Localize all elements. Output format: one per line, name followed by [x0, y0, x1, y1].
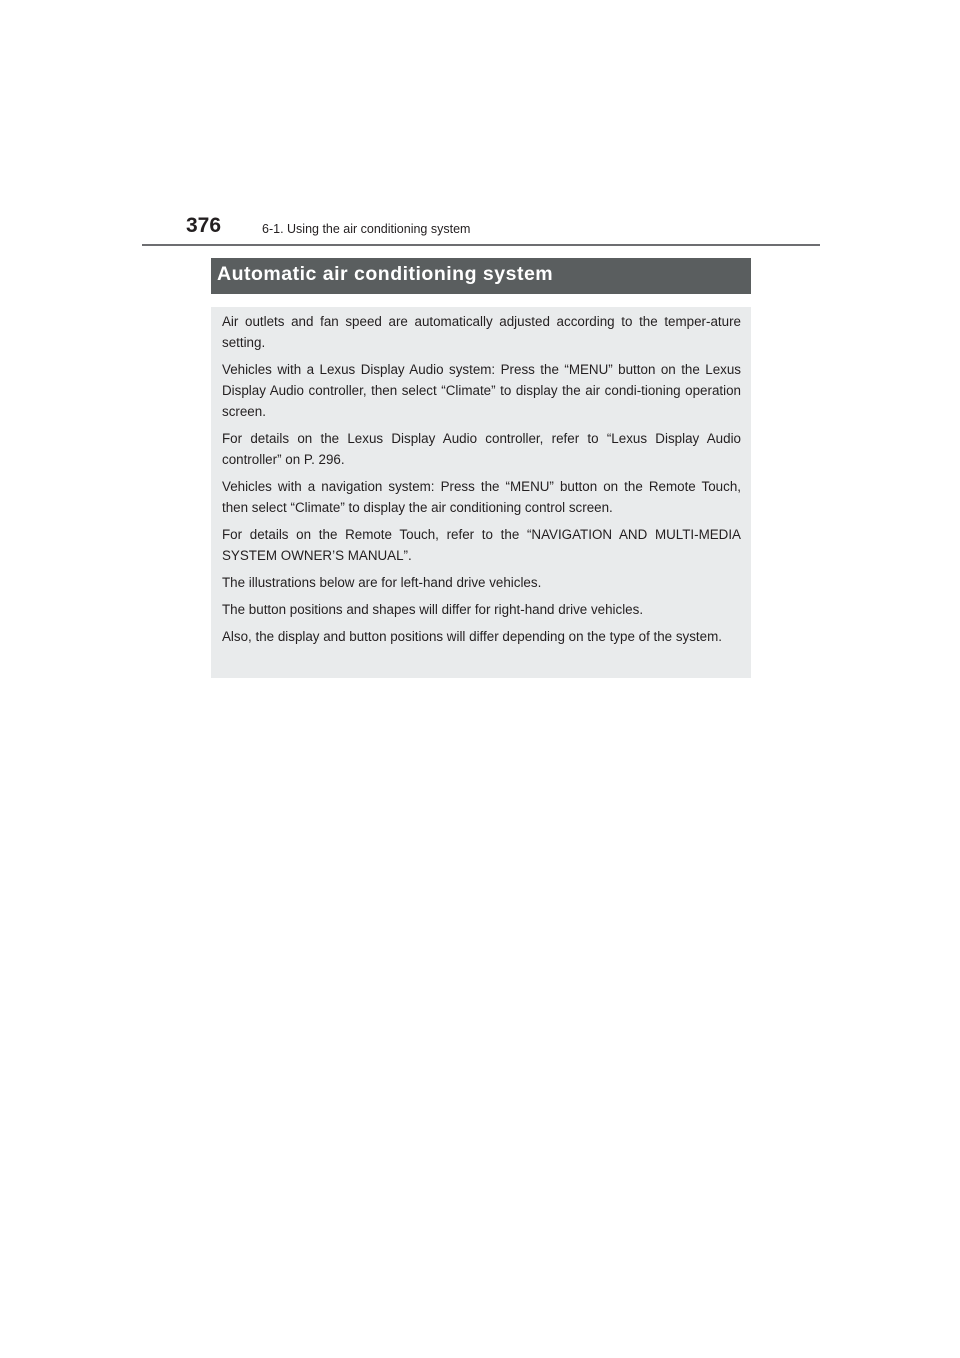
paragraph: The button positions and shapes will differ for right-hand drive vehicles.	[222, 602, 644, 617]
paragraph: Also, the display and button positions will differ depending on the type of the system.	[222, 629, 722, 644]
page-number: 376	[186, 214, 222, 237]
paragraph: Vehicles with a Lexus Display Audio system: Press the “MENU” button on the Lexus Display Audio controller, then select “Climate” to display the air condi-tioning operation screen.	[222, 362, 741, 419]
header-divider	[142, 244, 820, 246]
page-header	[186, 214, 820, 244]
paragraph: For details on the Remote Touch, refer to the “NAVIGATION AND MULTI-MEDIA SYSTEM OWNER’S MANUAL”.	[222, 527, 741, 563]
content-box	[211, 307, 751, 678]
paragraph: Air outlets and fan speed are automatically adjusted according to the temper-ature setting.	[222, 314, 741, 350]
section-title-bar	[211, 258, 751, 294]
section-title: Automatic air conditioning system	[217, 263, 554, 285]
section-label: 6-1. Using the air conditioning system	[262, 222, 471, 236]
paragraph: For details on the Lexus Display Audio controller, refer to “Lexus Display Audio controller” on P. 296.	[222, 431, 741, 467]
paragraph: The illustrations below are for left-hand drive vehicles.	[222, 575, 542, 590]
paragraph: Vehicles with a navigation system: Press the “MENU” button on the Remote Touch, then select “Climate” to display the air conditioning control screen.	[222, 479, 741, 515]
